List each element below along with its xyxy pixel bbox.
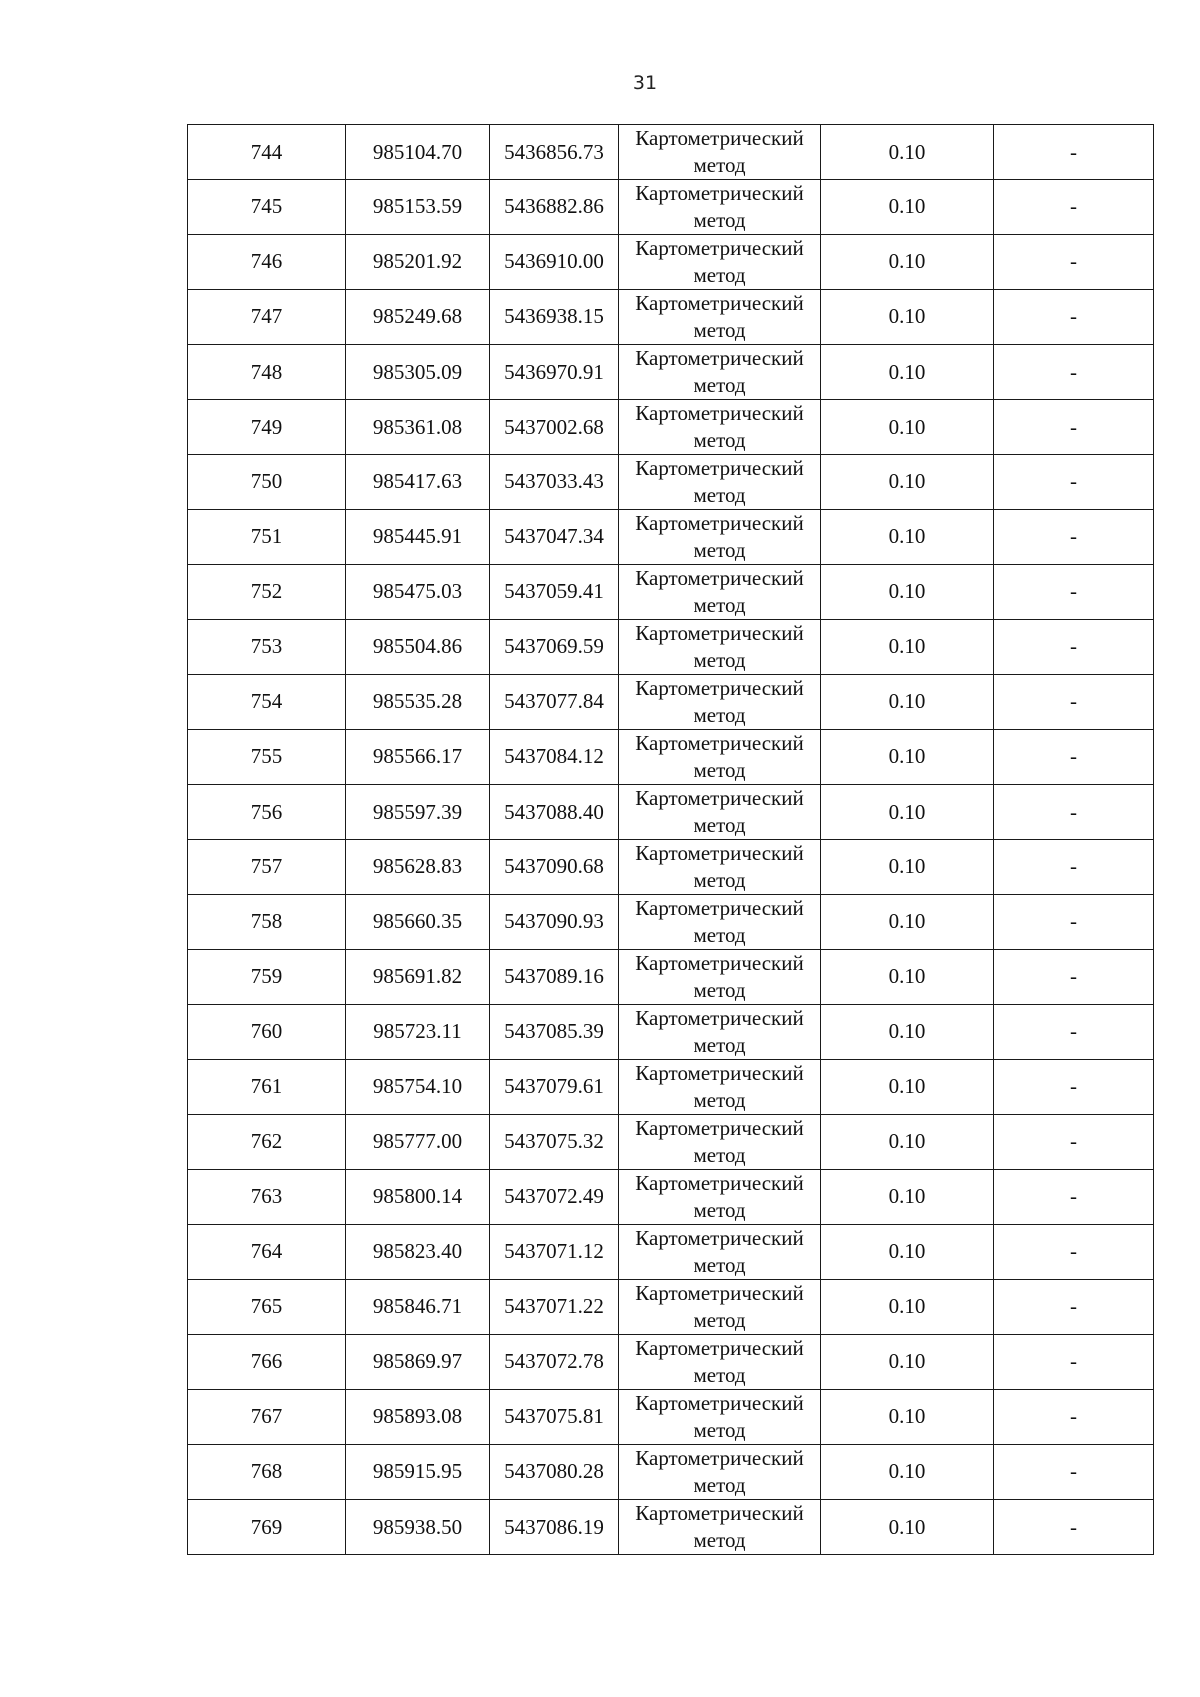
table-row [188, 950, 1154, 1005]
accuracy-cell: 0.10 [821, 730, 994, 785]
method-cell [619, 1115, 821, 1170]
method-label-line1: Картометрический [635, 896, 804, 920]
note-cell: - [994, 1060, 1154, 1115]
point-id-cell: 758 [188, 895, 346, 950]
table-row [188, 1225, 1154, 1280]
method-label-line2: метод [693, 318, 746, 342]
table-row [188, 125, 1154, 180]
table-row [188, 235, 1154, 290]
x-coordinate-cell: 985823.40 [346, 1225, 490, 1280]
method-label-line2: метод [693, 1308, 746, 1332]
method-label-line1: Картометрический [635, 1336, 804, 1360]
table-row [188, 1115, 1154, 1170]
method-label-line2: метод [693, 1473, 746, 1497]
note-cell: - [994, 290, 1154, 345]
accuracy-cell: 0.10 [821, 1445, 994, 1500]
table-row [188, 1280, 1154, 1335]
x-coordinate-cell: 985153.59 [346, 180, 490, 235]
x-coordinate-cell: 985628.83 [346, 840, 490, 895]
accuracy-cell: 0.10 [821, 180, 994, 235]
accuracy-cell: 0.10 [821, 1225, 994, 1280]
x-coordinate-cell: 985846.71 [346, 1280, 490, 1335]
coordinates-table-body [188, 125, 1154, 1555]
method-label-line2: метод [693, 483, 746, 507]
method-label-line1: Картометрический [635, 841, 804, 865]
accuracy-cell: 0.10 [821, 1500, 994, 1555]
table-row [188, 290, 1154, 345]
method-label-line1: Картометрический [635, 1116, 804, 1140]
method-label-line1: Картометрический [635, 181, 804, 205]
method-label-line2: метод [693, 428, 746, 452]
note-cell: - [994, 1335, 1154, 1390]
method-cell [619, 1280, 821, 1335]
method-cell [619, 675, 821, 730]
note-cell: - [994, 675, 1154, 730]
note-cell: - [994, 1390, 1154, 1445]
x-coordinate-cell: 985915.95 [346, 1445, 490, 1500]
y-coordinate-cell: 5437047.34 [490, 510, 619, 565]
method-cell [619, 785, 821, 840]
table-row [188, 840, 1154, 895]
y-coordinate-cell: 5437075.81 [490, 1390, 619, 1445]
note-cell: - [994, 510, 1154, 565]
y-coordinate-cell: 5437071.22 [490, 1280, 619, 1335]
method-label-line1: Картометрический [635, 1391, 804, 1415]
note-cell: - [994, 785, 1154, 840]
table-row [188, 1170, 1154, 1225]
point-id-cell: 759 [188, 950, 346, 1005]
accuracy-cell: 0.10 [821, 1335, 994, 1390]
y-coordinate-cell: 5436910.00 [490, 235, 619, 290]
accuracy-cell: 0.10 [821, 675, 994, 730]
x-coordinate-cell: 985869.97 [346, 1335, 490, 1390]
accuracy-cell: 0.10 [821, 1280, 994, 1335]
method-label-line1: Картометрический [635, 1446, 804, 1470]
method-label-line1: Картометрический [635, 291, 804, 315]
method-label-line1: Картометрический [635, 676, 804, 700]
point-id-cell: 756 [188, 785, 346, 840]
point-id-cell: 769 [188, 1500, 346, 1555]
note-cell: - [994, 1005, 1154, 1060]
y-coordinate-cell: 5436970.91 [490, 345, 619, 400]
accuracy-cell: 0.10 [821, 455, 994, 510]
accuracy-cell: 0.10 [821, 1060, 994, 1115]
method-cell [619, 125, 821, 180]
method-label-line2: метод [693, 1528, 746, 1552]
note-cell: - [994, 1280, 1154, 1335]
method-cell [619, 620, 821, 675]
method-cell [619, 1500, 821, 1555]
method-label-line2: метод [693, 1253, 746, 1277]
point-id-cell: 764 [188, 1225, 346, 1280]
table-row [188, 400, 1154, 455]
point-id-cell: 744 [188, 125, 346, 180]
note-cell: - [994, 620, 1154, 675]
method-cell [619, 510, 821, 565]
note-cell: - [994, 1115, 1154, 1170]
x-coordinate-cell: 985777.00 [346, 1115, 490, 1170]
page-number: 31 [632, 72, 658, 94]
method-cell [619, 950, 821, 1005]
accuracy-cell: 0.10 [821, 235, 994, 290]
method-label-line2: метод [693, 1198, 746, 1222]
y-coordinate-cell: 5437086.19 [490, 1500, 619, 1555]
method-label-line2: метод [693, 1033, 746, 1057]
table-row [188, 1060, 1154, 1115]
y-coordinate-cell: 5437080.28 [490, 1445, 619, 1500]
y-coordinate-cell: 5437085.39 [490, 1005, 619, 1060]
y-coordinate-cell: 5437071.12 [490, 1225, 619, 1280]
method-label-line1: Картометрический [635, 951, 804, 975]
y-coordinate-cell: 5437077.84 [490, 675, 619, 730]
method-cell [619, 345, 821, 400]
y-coordinate-cell: 5436938.15 [490, 290, 619, 345]
x-coordinate-cell: 985417.63 [346, 455, 490, 510]
accuracy-cell: 0.10 [821, 840, 994, 895]
method-label-line2: метод [693, 978, 746, 1002]
y-coordinate-cell: 5437069.59 [490, 620, 619, 675]
x-coordinate-cell: 985361.08 [346, 400, 490, 455]
method-label-line2: метод [693, 758, 746, 782]
table-row [188, 675, 1154, 730]
point-id-cell: 745 [188, 180, 346, 235]
accuracy-cell: 0.10 [821, 895, 994, 950]
method-label-line2: метод [693, 538, 746, 562]
method-label-line1: Картометрический [635, 126, 804, 150]
accuracy-cell: 0.10 [821, 565, 994, 620]
x-coordinate-cell: 985800.14 [346, 1170, 490, 1225]
point-id-cell: 755 [188, 730, 346, 785]
method-label-line1: Картометрический [635, 511, 804, 535]
point-id-cell: 753 [188, 620, 346, 675]
point-id-cell: 752 [188, 565, 346, 620]
y-coordinate-cell: 5437079.61 [490, 1060, 619, 1115]
method-label-line1: Картометрический [635, 1501, 804, 1525]
method-label-line1: Картометрический [635, 236, 804, 260]
table-row [188, 510, 1154, 565]
x-coordinate-cell: 985691.82 [346, 950, 490, 1005]
point-id-cell: 748 [188, 345, 346, 400]
table-row [188, 1445, 1154, 1500]
method-cell [619, 1335, 821, 1390]
x-coordinate-cell: 985566.17 [346, 730, 490, 785]
method-label-line2: метод [693, 208, 746, 232]
y-coordinate-cell: 5437072.78 [490, 1335, 619, 1390]
method-label-line2: метод [693, 648, 746, 672]
x-coordinate-cell: 985754.10 [346, 1060, 490, 1115]
method-label-line2: метод [693, 1143, 746, 1167]
table-row [188, 180, 1154, 235]
note-cell: - [994, 1500, 1154, 1555]
method-cell [619, 400, 821, 455]
y-coordinate-cell: 5436882.86 [490, 180, 619, 235]
table-row [188, 730, 1154, 785]
point-id-cell: 754 [188, 675, 346, 730]
point-id-cell: 762 [188, 1115, 346, 1170]
y-coordinate-cell: 5437075.32 [490, 1115, 619, 1170]
method-label-line2: метод [693, 263, 746, 287]
method-cell [619, 895, 821, 950]
x-coordinate-cell: 985201.92 [346, 235, 490, 290]
point-id-cell: 765 [188, 1280, 346, 1335]
method-label-line1: Картометрический [635, 456, 804, 480]
table-row [188, 620, 1154, 675]
method-cell [619, 235, 821, 290]
method-cell [619, 1225, 821, 1280]
y-coordinate-cell: 5437072.49 [490, 1170, 619, 1225]
method-cell [619, 1390, 821, 1445]
method-label-line2: метод [693, 923, 746, 947]
x-coordinate-cell: 985660.35 [346, 895, 490, 950]
table-row [188, 895, 1154, 950]
x-coordinate-cell: 985597.39 [346, 785, 490, 840]
method-cell [619, 730, 821, 785]
note-cell: - [994, 950, 1154, 1005]
accuracy-cell: 0.10 [821, 345, 994, 400]
method-cell [619, 1170, 821, 1225]
method-label-line2: метод [693, 1088, 746, 1112]
note-cell: - [994, 1170, 1154, 1225]
method-label-line2: метод [693, 868, 746, 892]
method-label-line1: Картометрический [635, 1061, 804, 1085]
y-coordinate-cell: 5437059.41 [490, 565, 619, 620]
method-cell [619, 565, 821, 620]
accuracy-cell: 0.10 [821, 290, 994, 345]
method-label-line2: метод [693, 1363, 746, 1387]
y-coordinate-cell: 5437088.40 [490, 785, 619, 840]
note-cell: - [994, 455, 1154, 510]
note-cell: - [994, 840, 1154, 895]
x-coordinate-cell: 985504.86 [346, 620, 490, 675]
x-coordinate-cell: 985938.50 [346, 1500, 490, 1555]
point-id-cell: 768 [188, 1445, 346, 1500]
table-row [188, 1005, 1154, 1060]
accuracy-cell: 0.10 [821, 620, 994, 675]
x-coordinate-cell: 985893.08 [346, 1390, 490, 1445]
x-coordinate-cell: 985249.68 [346, 290, 490, 345]
method-label-line1: Картометрический [635, 346, 804, 370]
point-id-cell: 747 [188, 290, 346, 345]
x-coordinate-cell: 985535.28 [346, 675, 490, 730]
point-id-cell: 763 [188, 1170, 346, 1225]
accuracy-cell: 0.10 [821, 1390, 994, 1445]
y-coordinate-cell: 5436856.73 [490, 125, 619, 180]
y-coordinate-cell: 5437089.16 [490, 950, 619, 1005]
note-cell: - [994, 400, 1154, 455]
accuracy-cell: 0.10 [821, 785, 994, 840]
point-id-cell: 751 [188, 510, 346, 565]
point-id-cell: 749 [188, 400, 346, 455]
method-cell [619, 290, 821, 345]
method-label-line1: Картометрический [635, 1006, 804, 1030]
table-row [188, 345, 1154, 400]
accuracy-cell: 0.10 [821, 125, 994, 180]
x-coordinate-cell: 985723.11 [346, 1005, 490, 1060]
point-id-cell: 761 [188, 1060, 346, 1115]
note-cell: - [994, 730, 1154, 785]
table-row [188, 455, 1154, 510]
table-row [188, 1335, 1154, 1390]
point-id-cell: 746 [188, 235, 346, 290]
point-id-cell: 760 [188, 1005, 346, 1060]
y-coordinate-cell: 5437033.43 [490, 455, 619, 510]
method-label-line2: метод [693, 373, 746, 397]
method-label-line1: Картометрический [635, 1281, 804, 1305]
method-label-line2: метод [693, 703, 746, 727]
coordinates-table [187, 124, 1154, 1555]
note-cell: - [994, 895, 1154, 950]
x-coordinate-cell: 985445.91 [346, 510, 490, 565]
y-coordinate-cell: 5437002.68 [490, 400, 619, 455]
accuracy-cell: 0.10 [821, 510, 994, 565]
x-coordinate-cell: 985475.03 [346, 565, 490, 620]
note-cell: - [994, 180, 1154, 235]
method-label-line2: метод [693, 153, 746, 177]
table-row [188, 785, 1154, 840]
note-cell: - [994, 125, 1154, 180]
method-label-line2: метод [693, 593, 746, 617]
method-cell [619, 1445, 821, 1500]
method-cell [619, 1060, 821, 1115]
method-cell [619, 840, 821, 895]
note-cell: - [994, 1225, 1154, 1280]
note-cell: - [994, 235, 1154, 290]
method-label-line1: Картометрический [635, 1226, 804, 1250]
point-id-cell: 750 [188, 455, 346, 510]
method-label-line2: метод [693, 1418, 746, 1442]
method-cell [619, 1005, 821, 1060]
method-label-line1: Картометрический [635, 401, 804, 425]
x-coordinate-cell: 985104.70 [346, 125, 490, 180]
note-cell: - [994, 1445, 1154, 1500]
note-cell: - [994, 345, 1154, 400]
accuracy-cell: 0.10 [821, 400, 994, 455]
y-coordinate-cell: 5437084.12 [490, 730, 619, 785]
accuracy-cell: 0.10 [821, 1170, 994, 1225]
table-row [188, 1500, 1154, 1555]
method-label-line1: Картометрический [635, 621, 804, 645]
method-label-line1: Картометрический [635, 566, 804, 590]
y-coordinate-cell: 5437090.68 [490, 840, 619, 895]
method-cell [619, 180, 821, 235]
point-id-cell: 757 [188, 840, 346, 895]
point-id-cell: 766 [188, 1335, 346, 1390]
point-id-cell: 767 [188, 1390, 346, 1445]
accuracy-cell: 0.10 [821, 1005, 994, 1060]
note-cell: - [994, 565, 1154, 620]
accuracy-cell: 0.10 [821, 1115, 994, 1170]
x-coordinate-cell: 985305.09 [346, 345, 490, 400]
method-label-line1: Картометрический [635, 786, 804, 810]
method-label-line2: метод [693, 813, 746, 837]
accuracy-cell: 0.10 [821, 950, 994, 1005]
y-coordinate-cell: 5437090.93 [490, 895, 619, 950]
table-row [188, 565, 1154, 620]
method-label-line1: Картометрический [635, 1171, 804, 1195]
table-row [188, 1390, 1154, 1445]
method-cell [619, 455, 821, 510]
method-label-line1: Картометрический [635, 731, 804, 755]
